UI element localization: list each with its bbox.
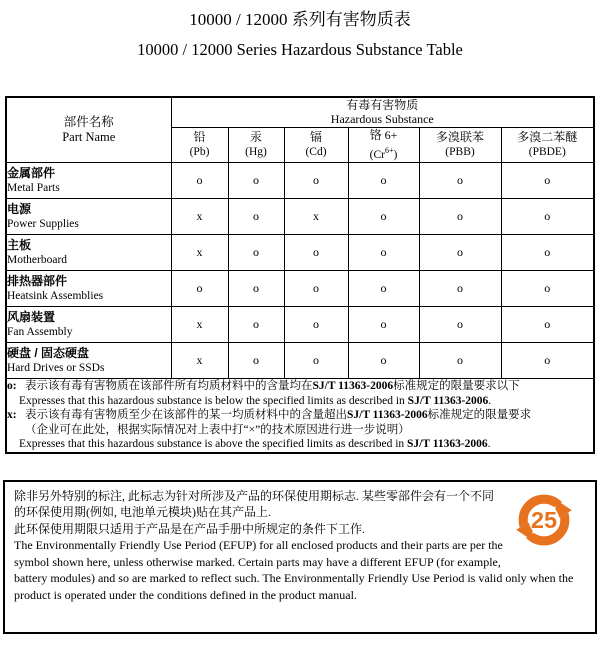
table-row-metal-parts: [6, 163, 594, 199]
table-row-power-supplies: [6, 199, 594, 235]
substance-symbol: (Hg): [245, 145, 267, 158]
substance-value: o: [228, 235, 284, 271]
substance-value: x: [171, 199, 228, 235]
column-header-pbde: [501, 127, 594, 163]
efup-text-cn-2: 此环保使用期限只适用于产品是在产品手册中所规定的条件下工作.: [14, 521, 366, 536]
efup-25-icon: [515, 491, 573, 549]
substance-value: o: [501, 343, 594, 379]
efup-text-en: The Environmentally Friendly Use Period (EFUP) for all enclosed products and their parts are per the symbol shown here, unless otherwise marked. Certain parts may have a different EFUP (for example, battery modules) and so are marked to reflect such. The Environmentally Friendly Use Period is valid only when the product is operated under the conditions defined in the product manual.: [14, 538, 574, 602]
substance-value: o: [501, 235, 594, 271]
table-row-fan-assembly: [6, 307, 594, 343]
substance-symbol: (PBDE): [528, 145, 566, 158]
table-row-motherboard: [6, 235, 594, 271]
footnotes-row: [6, 379, 594, 453]
substance-value: o: [348, 235, 419, 271]
substance-value: x: [284, 199, 348, 235]
part-name-cn: 硬盘 / 固态硬盘: [7, 345, 90, 360]
part-name-cell: [6, 307, 171, 343]
substance-value: o: [501, 163, 594, 199]
column-header-cd: [284, 127, 348, 163]
substance-value: o: [348, 271, 419, 307]
substance-value: o: [171, 271, 228, 307]
substance-name-cn: 多溴联苯: [435, 129, 484, 144]
substance-value: o: [419, 235, 501, 271]
efup-text-cn-1: 除非另外特别的标注, 此标志为针对所涉及产品的环保使用期标志. 某些零部件会有一个不同的环保使用期(例如, 电池单元模块)贴在其产品上.: [14, 488, 495, 520]
table-row-hard-drives: [6, 343, 594, 379]
part-name-en: Motherboard: [7, 253, 68, 266]
substance-symbol: $(Cr^{6+})$: [369, 145, 398, 161]
part-name-cell: [6, 199, 171, 235]
part-name-cn: 排热器部件: [7, 273, 68, 288]
substance-name-cn: 铬 6+: [369, 127, 398, 142]
page-title-cn: 10000 / 12000 系列有害物质表: [189, 10, 411, 29]
part-name-cell: [6, 163, 171, 199]
part-name-cn: 金属部件: [7, 165, 56, 180]
part-name-en: Metal Parts: [7, 181, 60, 194]
substance-value: x: [171, 235, 228, 271]
part-name-en: Hard Drives or SSDs: [7, 361, 105, 374]
substance-value: o: [284, 235, 348, 271]
column-header-pbb: [419, 127, 501, 163]
substance-value: o: [284, 163, 348, 199]
column-header-hg: [228, 127, 284, 163]
hazardous-substance-header: [171, 97, 594, 127]
hazardous-substance-table: [5, 96, 595, 454]
part-name-en: Fan Assembly: [7, 325, 73, 338]
substance-value: o: [419, 199, 501, 235]
footnote-x-en: Expresses that this hazardous substance is above the specified limits as described in SJ/T 11363-2006.: [19, 438, 491, 451]
substance-value: o: [501, 271, 594, 307]
part-name-cn: 风扇装置: [7, 309, 56, 324]
substance-value: o: [419, 307, 501, 343]
substance-name-cn: 铅: [193, 129, 206, 144]
substance-symbol: (Cd): [305, 145, 327, 158]
part-name-header-en: Part Name: [62, 130, 116, 145]
part-name-header-cn: 部件名称: [63, 115, 114, 130]
substance-value: o: [348, 163, 419, 199]
footnote-x-marker: x:: [7, 409, 17, 422]
substance-value: o: [228, 343, 284, 379]
substance-value: o: [284, 343, 348, 379]
part-name-cn: 电源: [7, 201, 32, 216]
substance-value: o: [501, 307, 594, 343]
substance-name-cn: 多溴二苯醚: [517, 129, 578, 144]
part-name-en: Heatsink Assemblies: [7, 289, 104, 302]
substance-value: o: [228, 307, 284, 343]
footnotes-cell: [6, 379, 594, 453]
footnote-o-cn: o: 表示该有毒有害物质在该部件所有均质材料中的含量均在SJ/T 11363-2006标准规定的限量要求以下: [7, 380, 520, 393]
part-name-cell: [6, 343, 171, 379]
table-row-heatsink-assemblies: [6, 271, 594, 307]
hazardous-header-cn: 有毒有害物质: [346, 98, 419, 113]
substance-name-cn: 镉: [309, 129, 322, 144]
footnote-o-en: Expresses that this hazardous substance is below the specified limits as described in SJ/T 11363-2006.: [19, 394, 492, 407]
substance-value: o: [419, 271, 501, 307]
substance-value: o: [171, 163, 228, 199]
substance-value: o: [228, 163, 284, 199]
part-name-header: [6, 97, 171, 163]
substance-value: o: [228, 271, 284, 307]
substance-value: o: [348, 343, 419, 379]
part-name-cn: 主板: [7, 237, 32, 252]
part-name-cell: [6, 271, 171, 307]
footnote-o-marker: o:: [7, 380, 17, 393]
substance-name-cn: 汞: [249, 129, 262, 144]
column-header-cr6: [348, 127, 419, 163]
substance-symbol: (PBB): [445, 145, 475, 158]
substance-value: o: [228, 199, 284, 235]
page-title-en: 10000 / 12000 Series Hazardous Substance Table: [137, 40, 463, 59]
column-header-pb: [171, 127, 228, 163]
substance-value: x: [171, 343, 228, 379]
substance-value: x: [171, 307, 228, 343]
substance-value: o: [501, 199, 594, 235]
substance-value: o: [348, 307, 419, 343]
part-name-en: Power Supplies: [7, 217, 79, 230]
substance-value: o: [284, 271, 348, 307]
footnote-x-note: （企业可在此处，根据实际情况对上表中打“×”的技术原因进行进一步说明）: [25, 423, 410, 436]
substance-value: o: [419, 343, 501, 379]
footnote-x-cn: x: 表示该有毒有害物质至少在该部件的某一均质材料中的含量超出SJ/T 11363-2006标准规定的限量要求: [7, 409, 532, 422]
efup-box: [3, 480, 597, 634]
hazardous-header-en: Hazardous Substance: [330, 112, 434, 127]
substance-symbol: (Pb): [189, 145, 210, 158]
efup-years-label: 25: [530, 506, 558, 533]
substance-value: o: [284, 307, 348, 343]
part-name-cell: [6, 235, 171, 271]
substance-value: o: [348, 199, 419, 235]
substance-value: o: [419, 163, 501, 199]
